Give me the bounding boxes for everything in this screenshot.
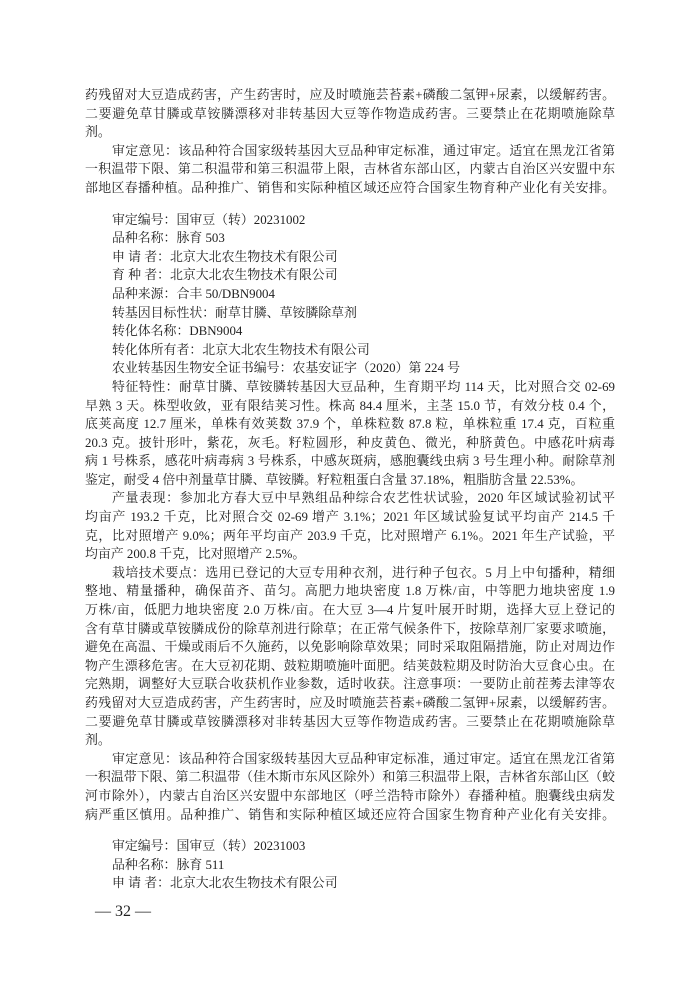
text-line: 20.3 克。披针形叶，紫花，灰毛。籽粒圆形，种皮黄色、微光，种脐黄色。中感花叶病毒 [85,435,615,450]
text-line: 早熟 3 天。株型收敛，亚有限结荚习性。株高 84.4 厘米，主茎 15.0 节，有效分枝 0.4 个， [85,398,615,413]
text-line: 转化体名称：DBN9004 [112,324,243,339]
text-line: 完熟期，调整好大豆联合收获机作业参数，适时收获。注意事项：一要防止前茬莠去津等农 [85,677,615,692]
text-line: 剂。 [85,733,111,748]
para-notes-continued [85,86,615,142]
text-line: 栽培技术要点：选用已登记的大豆专用种衣剂，进行种子包衣。5 月上中旬播种，精细 [112,565,615,580]
text-line: 底荚高度 12.7 厘米，单株有效荚数 37.9 个，单株粒数 87.8 粒，单株粒重 17.4 克，百粒重 [85,417,615,432]
text-line: 育 种 者：北京大北农生物技术有限公司 [112,268,338,283]
fields-variety-20231002 [85,211,615,378]
text-line: 审定意见：该品种符合国家级转基因大豆品种审定标准，通过审定。适宜在黑龙江省第 [112,751,615,766]
text-line: 部地区春播种植。品种推广、销售和实际种植区域还应符合国家生物育种产业化有关安排。 [85,180,615,195]
text-line: 二要避免草甘膦或草铵膦漂移对非转基因大豆等作物造成药害。三要禁止在花期喷施除草 [85,714,615,729]
text-line: 病严重区慎用。品种推广、销售和实际种植区域还应符合国家生物育种产业化有关安排。 [85,807,615,822]
text-line: 河市除外），内蒙古自治区兴安盟中东部地区（呼兰浩特市除外）春播种植。胞囊线虫病发 [85,788,615,803]
text-line: 农业转基因生物安全证书编号：农基安证字（2020）第 224 号 [112,361,461,376]
text-line: 克，比对照增产 9.0%；两年平均亩产 203.9 千克，比对照增产 6.1%。2021 年生产试验，平 [85,528,615,543]
text-line: 万株/亩，低肥力地块密度 2.0 万株/亩。在大豆 3—4 片复叶展开时期，选择大豆上登记的 [85,603,615,618]
document-body [85,86,615,893]
text-line: 审定编号：国审豆（转）20231003 [112,839,306,854]
text-line: 避免在高温、干燥或雨后不久施药，以免影响除草效果；同时采取阻隔措施，防止对周边作 [85,640,615,655]
text-line: 鉴定，耐受 4 倍中剂量草甘膦、草铵膦。籽粒粗蛋白含量 37.18%，粗脂肪含量 22.53%。 [85,472,584,487]
text-line: 品种名称：脉育 503 [112,231,225,246]
text-line: 品种来源：合丰 50/DBN9004 [112,286,275,301]
text-line: 药残留对大豆造成药害，产生药害时，应及时喷施芸苔素+磷酸二氢钾+尿素，以缓解药害。 [85,696,615,710]
text-line: 审定意见：该品种符合国家级转基因大豆品种审定标准，通过审定。适宜在黑龙江省第 [112,143,615,158]
text-line: 含有草甘膦或草铵膦成份的除草剂进行除草；在正常气候条件下，按除草剂厂家要求喷施， [85,621,615,636]
text-line: 二要避免草甘膦或草铵膦漂移对非转基因大豆等作物造成药害。三要禁止在花期喷施除草 [85,106,615,121]
text-line: 转化体所有者：北京大北农生物技术有限公司 [112,342,370,357]
para-approval-opinion-20231002 [85,142,615,198]
text-line: 药残留对大豆造成药害，产生药害时，应及时喷施芸苔素+磷酸二氢钾+尿素，以缓解药害。 [85,88,615,102]
text-line: 特征特性：耐草甘膦、草铵膦转基因大豆品种，生育期平均 114 天，比对照合交 02-69 [112,379,615,394]
para-characteristics [85,378,615,490]
fields-variety-20231003 [85,837,615,893]
page-number: — 32 — [95,903,151,920]
para-approval-opinion-20231003-prev [85,750,615,824]
text-line: 一积温带下限、第二积温带和第三积温带上限，吉林省东部山区，内蒙古自治区兴安盟中东 [85,162,615,177]
para-cultivation [85,564,615,750]
text-line: 均亩产 200.8 千克，比对照增产 2.5%。 [85,547,306,562]
text-line: 剂。 [85,125,111,140]
para-yield [85,489,615,563]
text-line: 整地、精量播种，确保苗齐、苗匀。高肥力地块密度 1.8 万株/亩，中等肥力地块密度 1.9 [85,584,615,599]
text-line: 品种名称：脉育 511 [112,857,225,872]
text-line: 均亩产 193.2 千克，比对照合交 02-69 增产 3.1%；2021 年区域试验复试平均亩产 214.5 千 [85,510,615,525]
text-line: 一积温带下限、第二积温带（佳木斯市东风区除外）和第三积温带上限，吉林省东部山区（蛟 [85,770,615,785]
text-line: 审定编号：国审豆（转）20231002 [112,212,306,227]
text-line: 产量表现：参加北方春大豆中早熟组品种综合农艺性状试验，2020 年区域试验初试平 [112,491,615,506]
text-line: 申 请 者：北京大北农生物技术有限公司 [112,876,338,891]
text-line: 转基因目标性状：耐草甘膦、草铵膦除草剂 [112,305,357,320]
text-line: 申 请 者：北京大北农生物技术有限公司 [112,249,338,264]
text-line: 病 1 号株系，感花叶病毒病 3 号株系，中感灰斑病，感胞囊线虫病 3 号生理小种。耐除草剂 [85,454,615,469]
text-line: 物产生漂移危害。在大豆初花期、鼓粒期喷施叶面肥。结荚鼓粒期及时防治大豆食心虫。在 [85,658,615,673]
